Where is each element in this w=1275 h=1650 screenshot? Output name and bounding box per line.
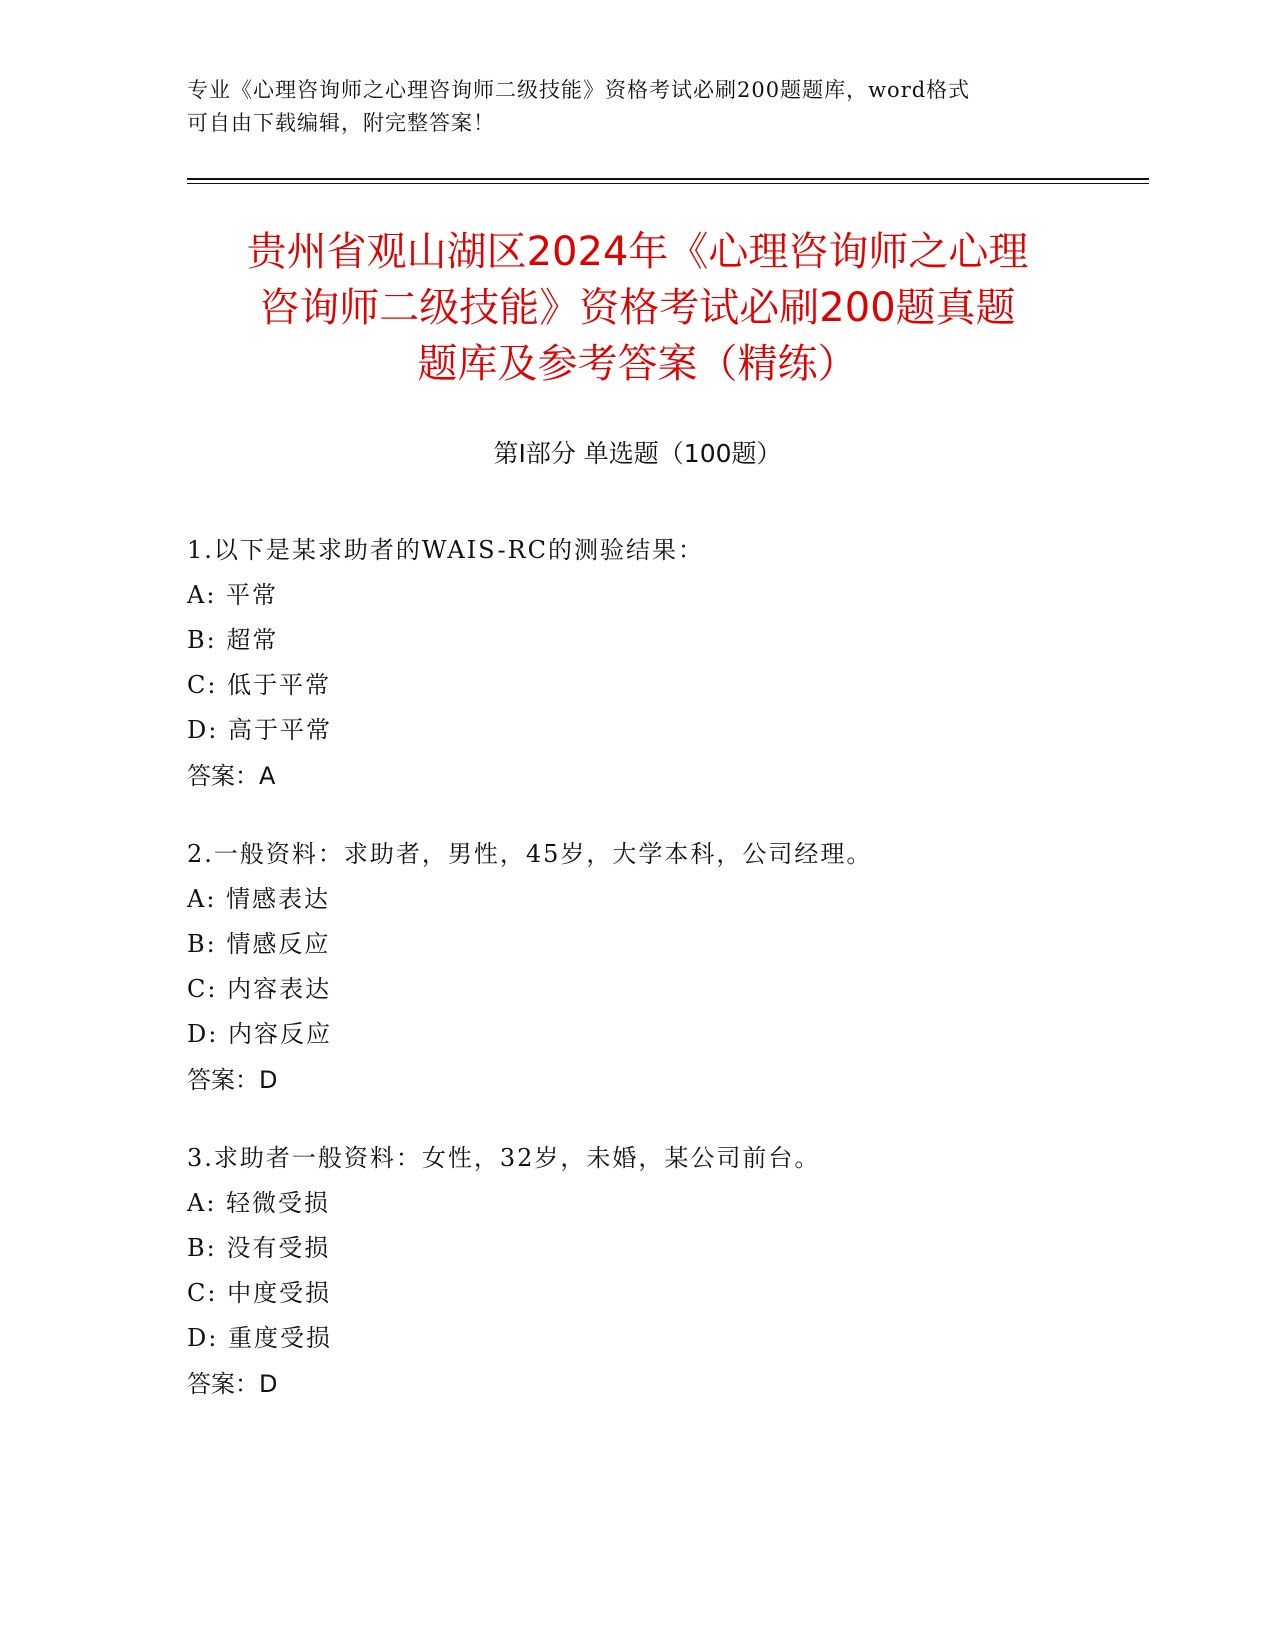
intro-line-2: 可自由下载编辑，附完整答案！ (187, 111, 495, 135)
option-c: C: 中度受损 (187, 1279, 332, 1307)
intro-line-1: 专业《心理咨询师之心理咨询师二级技能》资格考试必刷200题题库，word格式 (187, 78, 971, 102)
answer: 答案：D (187, 1066, 278, 1094)
document-title (150, 224, 1125, 392)
title-line-1: 贵州省观山湖区2024年《心理咨询师之心理 (246, 229, 1029, 275)
option-b: B: 超常 (187, 626, 279, 654)
section-heading: 第I部分 单选题（100题） (493, 439, 782, 468)
header-rule-thin (187, 183, 1149, 184)
option-b: B: 情感反应 (187, 930, 331, 958)
option-a: A: 轻微受损 (187, 1189, 331, 1217)
header-rule-thick (187, 178, 1149, 180)
answer: 答案：A (187, 762, 276, 790)
question-3 (187, 1136, 1137, 1407)
intro-text (187, 74, 1087, 140)
option-c: C: 低于平常 (187, 671, 332, 699)
question-2 (187, 832, 1137, 1103)
option-a: A: 情感表达 (187, 885, 331, 913)
option-d: D: 重度受损 (187, 1324, 332, 1352)
question-stem: 2.一般资料：求助者，男性，45岁，大学本科，公司经理。 (187, 840, 873, 868)
title-line-2: 咨询师二级技能》资格考试必刷200题真题 (259, 285, 1016, 331)
question-1 (187, 528, 1137, 799)
option-a: A: 平常 (187, 581, 279, 609)
option-d: D: 内容反应 (187, 1020, 332, 1048)
option-c: C: 内容表达 (187, 975, 332, 1003)
question-stem: 1.以下是某求助者的WAIS-RC的测验结果： (187, 536, 705, 564)
question-stem: 3.求助者一般资料：女性，32岁，未婚，某公司前台。 (187, 1144, 821, 1172)
answer: 答案：D (187, 1370, 278, 1398)
option-d: D: 高于平常 (187, 716, 332, 744)
option-b: B: 没有受损 (187, 1234, 331, 1262)
title-line-3: 题库及参考答案（精练） (417, 341, 858, 387)
question-list (187, 528, 1137, 1440)
